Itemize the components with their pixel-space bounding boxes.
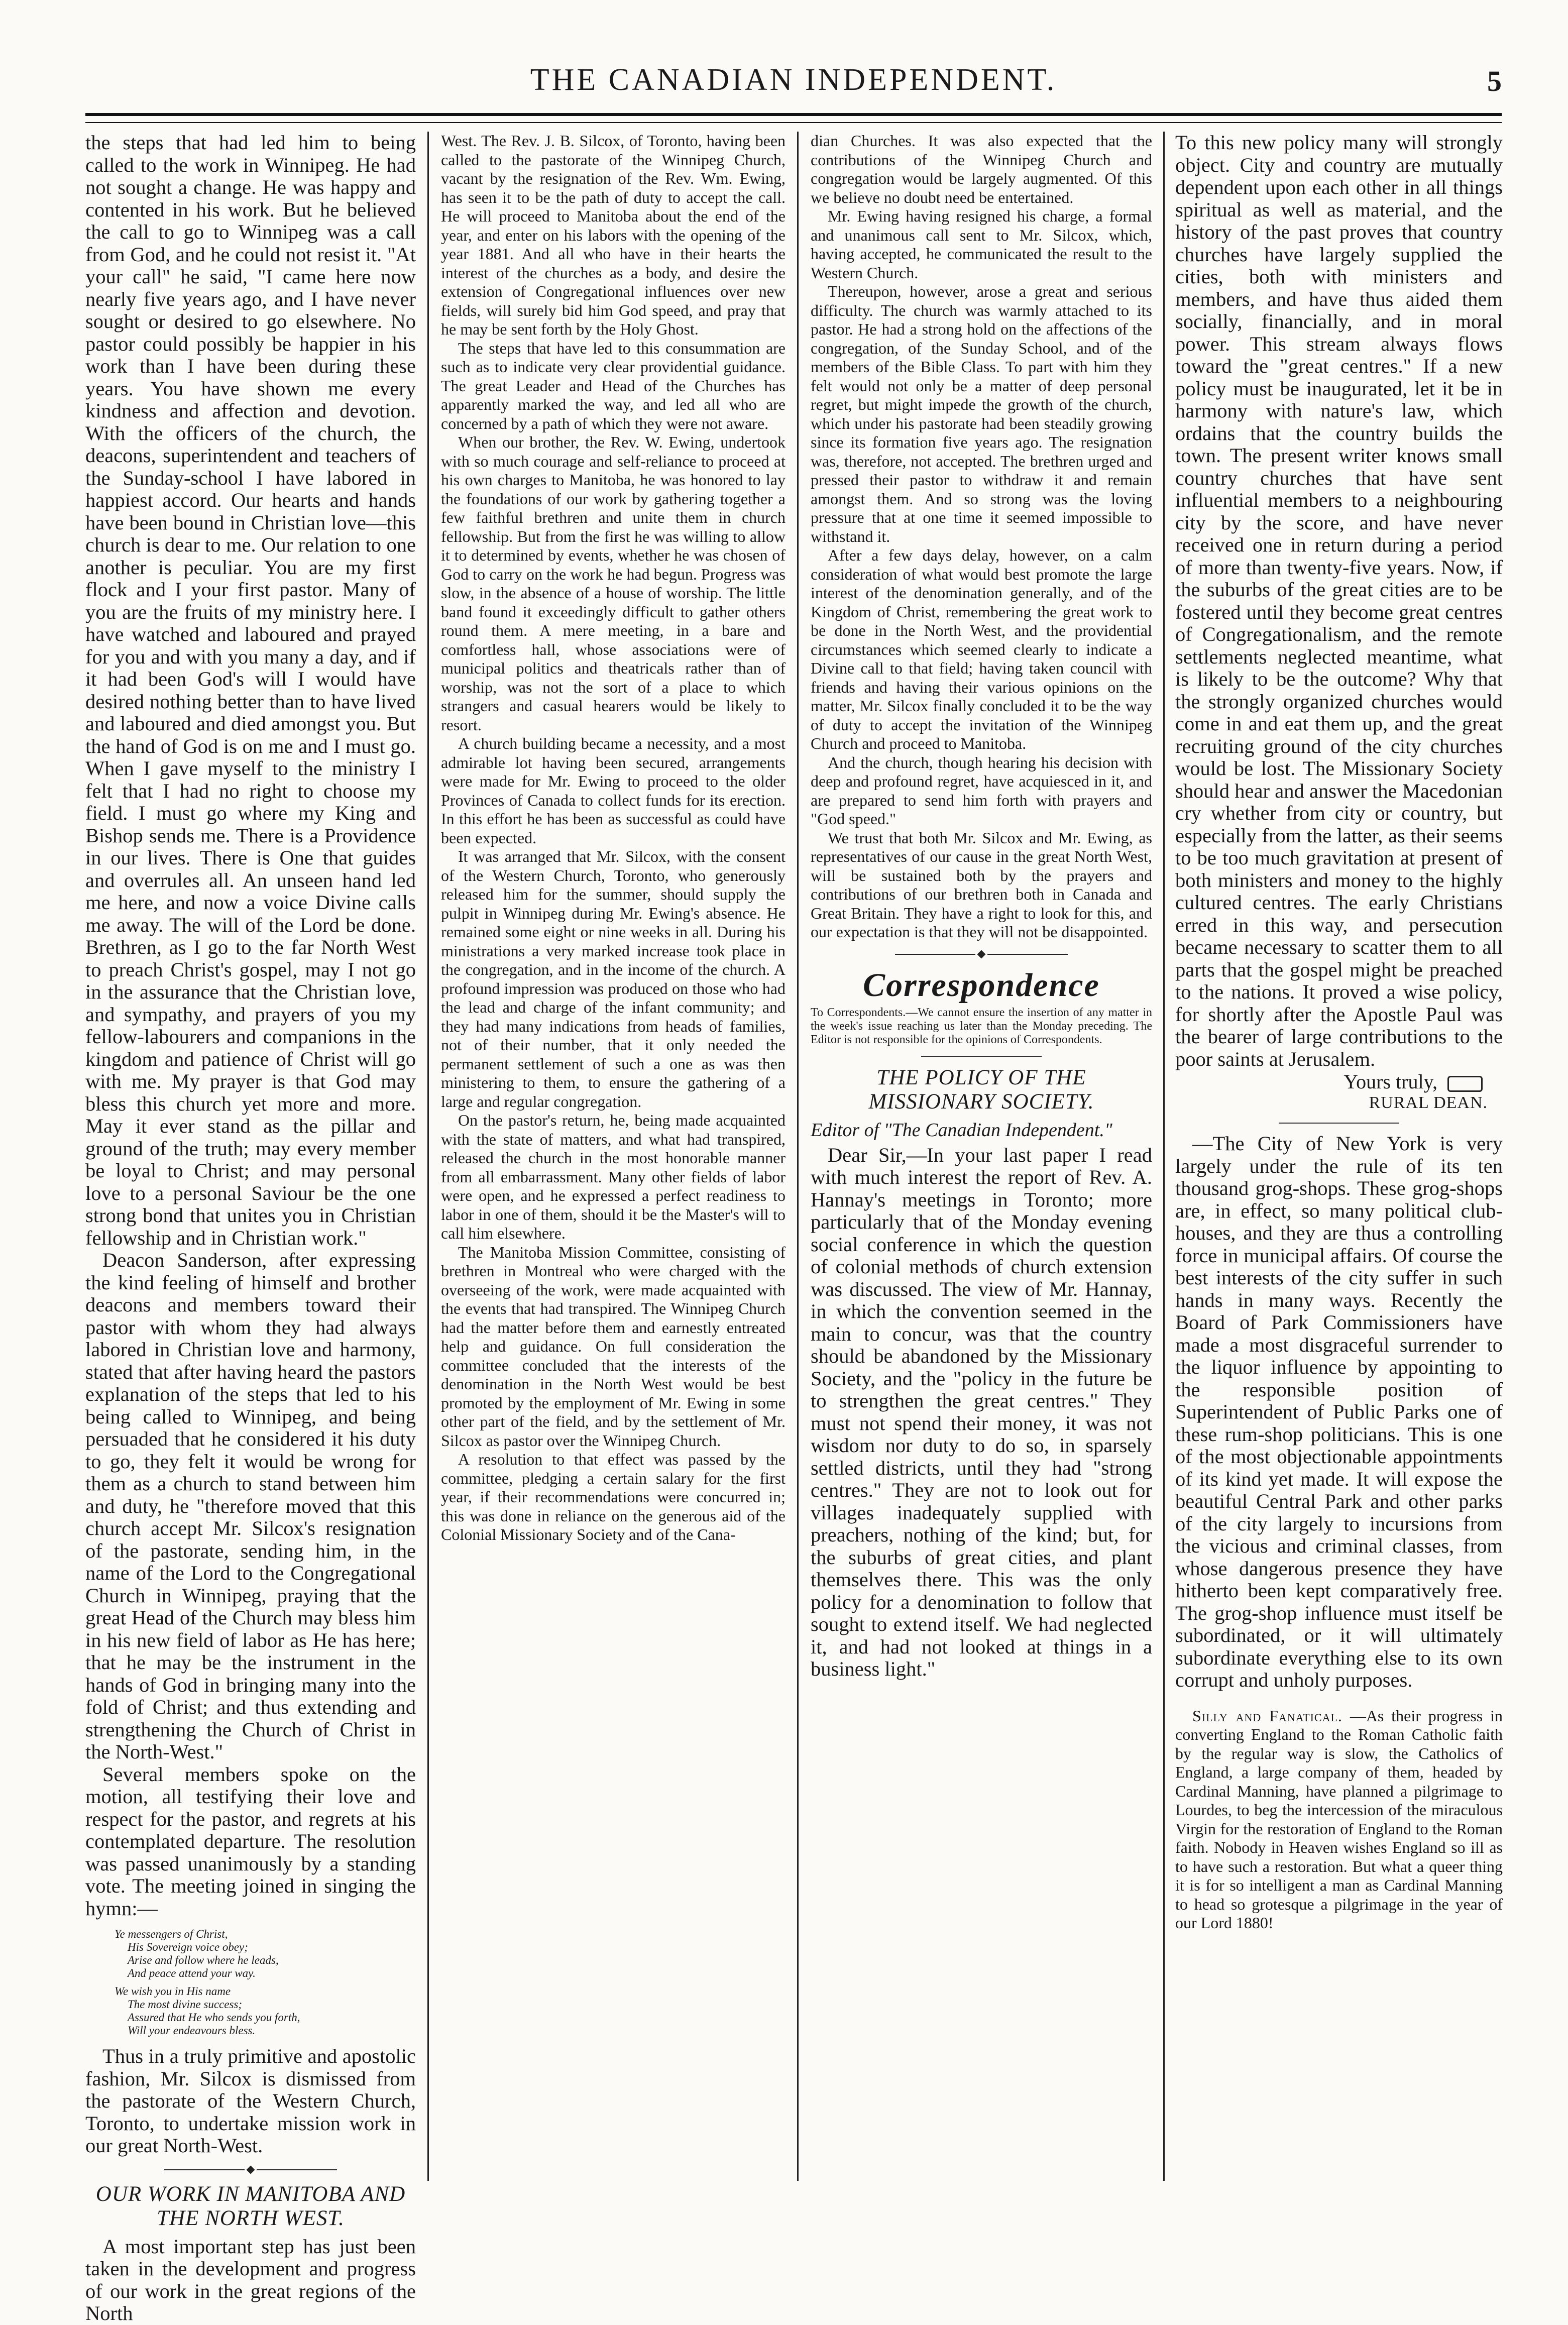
article-paragraph: dian Churches. It was also expected that the contributions of the Winnipeg Church and congregation would be largely augmented. Of this we believe no doubt need be entertained. [811, 132, 1152, 206]
column-rule [1163, 132, 1165, 2181]
section-divider [811, 950, 1152, 960]
signoff-text: Yours truly, [1343, 1070, 1437, 1093]
column-rule [797, 132, 799, 2181]
hymn-line: Assured that He who sends you forth, [128, 2011, 300, 2024]
page-number: 5 [1487, 65, 1502, 97]
page-header [85, 59, 1502, 99]
article-paragraph: We trust that both Mr. Silcox and Mr. Ewing, as representatives of our cause in the great North West, will be sustained both by the prayers and contributions of our brethren both in Canada and Great Britain. They have a right to look for this, and our expectation is that they will not be disappointed. [811, 828, 1152, 941]
running-title: THE CANADIAN INDEPENDENT. [530, 63, 1057, 97]
letter-paragraph: Dear Sir,—In your last paper I read with much interest the report of Rev. A. Hannay's meetings in Toronto; more particularly that of the Monday evening social conference in which the question of colonial methods of church extension was discussed. The view of Mr. Hannay, in which the convention seemed in the main to concur, was that the country should be abandoned by the Missionary Society, and the "policy in the future be to strengthen the great centres." They must not spend their money, it was not wisdom nor duty to do so, in sparsely settled districts, until they had "strong centres." They are not to look out for villages inadequately supplied with preachers, nothing of the kind; but, for the suburbs of great cities, and plant themselves there. This was the only policy for a denomination to follow that sought to extend itself. We had neglected it, and had not looked at things in a business light." [811, 1143, 1152, 1680]
section-divider [921, 1056, 1042, 1057]
article-paragraph: the steps that had led him to being called to the work in Winnipeg. He had not sought a change. He was happy and contented in his work. But he believed the call to go to Winnipeg was a call from God, and he could not resist it. "At your call" he said, "I came here now nearly five years ago, and I have never sought or desired to go elsewhere. No pastor could possibly be happier in his work than I have been during these years. You have shown me every kindness and affection and devotion. With the officers of the church, the deacons, superintendent and teachers of the Sunday-school I have labored in happiest accord. Our hearts and hands have been bound in Christian love—this church is dear to me. Our relation to one another is peculiar. You are my first flock and I your first pastor. Many of you are the fruits of my ministry here. I have watched and laboured and prayed for you and with you many a day, and if it had been God's will I would have desired nothing better than to have lived and laboured and died amongst you. But the hand of God is on me and I must go. When I gave myself to the ministry I felt that I had no right to choose my field. I must go where my King and Bishop sends me. There is a Providence in our lives. There is One that guides and overrules all. An unseen hand led me here, and now a voice Divine calls me away. The will of the Lord be done. Brethren, as I go to the far North West to preach Christ's gospel, may I not go in the assurance that the Christian love, and sympathy, and prayers of you my fellow-labourers and companions in the kingdom and patience of Christ will go with me. My prayer is that God may bless this church yet more and more. May it ever stand as the pillar and ground of the truth; may every member be loyal to Christ; and may personal love to a personal Saviour be the one strong bond that unites you in Christian fellowship and in Christian work." [85, 131, 416, 1249]
article-paragraph [1175, 1707, 1503, 1933]
letter-signoff [1175, 1070, 1483, 1093]
hymn-line: We wish you in His name [115, 1985, 231, 1998]
hymn-line: And peace attend your way. [128, 1967, 256, 1979]
letter-paragraph: To this new policy many will strongly object. City and country are mutually dependent upon each other in all things spiritual as well as material, and the history of the past proves that country churches have largely supplied the cities, both with ministers and members, and have thus aided them socially, financially, and in moral power. This stream always flows toward the "great centres." If a new policy must be inaugurated, let it be in harmony with nature's law, which ordains that the country builds the town. The present writer knows small country churches that have sent influential members to a neighbouring city by the score, and have never received one in return during a period of more than twenty-five years. Now, if the suburbs of the great cities are to be fostered until they become great centres of Congregationalism, and the remote settlements neglected meantime, what is likely to be the outcome? Why that the strongly organized churches would come in and eat them up, and the great recruiting ground of the city churches would be lost. The Missionary Society should hear and answer the Macedonian cry whether from city or country, but especially from the latter, as their seems to be too much gravitation at present of both ministers and money to the highly cultured centres. The early Christians erred in this way, and persecution became necessary to scatter them to all parts that the gospel might be preached to the nations. It proved a wise policy, for shortly after the Apostle Paul was the bearer of large contributions to the poor saints at Jerusalem. [1175, 131, 1503, 1070]
correspondents-notice: To Correspondents.—We cannot ensure the insertion of any matter in the week's issue reaching us later than the Monday preceding. The Editor is not responsible for the opinions of Correspondents. [811, 1006, 1152, 1046]
article-paragraph: West. The Rev. J. B. Silcox, of Toronto, having been called to the pastorate of the Winnipeg Church, vacant by the resignation of the Rev. Wm. Ewing, has seen it to be the path of duty to accept the call. He will proceed to Manitoba about the end of the year, and enter on his labors with the opening of the year 1881. And all who have in their hearts the interest of the churches as a body, and desire the extension of Congregational influences over new fields, will surely bid him God speed, and pray that he may be sent forth by the Holy Ghost. [441, 132, 786, 338]
hymn-line: Will your endeavours bless. [128, 2024, 256, 2037]
article-paragraph: It was arranged that Mr. Silcox, with the consent of the Western Church, Toronto, who generously released him for the summer, should supply the pulpit in Winnipeg during Mr. Ewing's absence. He remained some eight or nine weeks in all. During his ministrations a very marked increase took place in the congregation, and in the income of the church. A profound impression was produced on those who had the lead and charge of the infant community; and they had many indications from heads of families, not of their number, that it only needed the permanent settlement of such a one as was then ministering to them, to ensure the gathering of a large and regular congregation. [441, 847, 786, 1111]
column-1 [85, 131, 416, 2324]
article-paragraph: The steps that have led to this consummation are such as to indicate very clear providential guidance. The great Leader and Head of the Churches has apparently marked the way, and led all who are concerned by a path of which they were not aware. [441, 339, 786, 432]
stamp-mark-icon [1447, 1076, 1483, 1092]
paragraph-body: —As their progress in converting England to the Roman Catholic faith by the regular way is slow, the Catholics of England, a large company of them, headed by Cardinal Manning, have planned a pilgrimage to Lourdes, to beg the intercession of the miraculous Virgin for the restoration of England to the Roman faith. Nobody in Heaven wishes England so ill as to have such a restoration. But what a queer thing it is for so intelligent a man as Cardinal Manning to head so grotesque a pilgrimage in the year of our Lord 1880! [1175, 1706, 1503, 1932]
section-divider [1279, 1123, 1399, 1124]
article-paragraph: Several members spoke on the motion, all testifying their love and respect for the pastor, and regrets at his contemplated departure. The resolution was passed unanimously by a standing vote. The meeting joined in singing the hymn:— [85, 1762, 416, 1920]
header-rule [85, 113, 1502, 123]
article-paragraph: And the church, though hearing his decision with deep and profound regret, have acquiesced in it, and are prepared to send him forth with prayers and "God speed." [811, 753, 1152, 828]
article-paragraph: A most important step has just been taken in the development and progress of our work in the great regions of the North [85, 2235, 416, 2324]
hymn-line: The most divine success; [128, 1998, 243, 2011]
letter-signature: RURAL DEAN. [1369, 1093, 1488, 1112]
hymn-line: Ye messengers of Christ, [115, 1928, 228, 1940]
article-paragraph: —The City of New York is very largely under the rule of its ten thousand grog-shops. These grog-shops are, in effect, so many political club-houses, and they are thus a controlling force in municipal affairs. Of course the best interests of the city suffer in such hands in many ways. Recently the Board of Park Commissioners have made a most disgraceful surrender to the liquor influence by appointing to the responsible position of Superintendent of Public Parks one of these rum-shop politicians. This is one of the most objectionable appointments of its kind yet made. It will expose the beautiful Central Park and other parks of the city largely to incursions from the vicious and criminal classes, from whose dangerous presence they have hitherto been kept comparatively free. The grog-shop influence must itself be subordinated, or it will ultimately subordinate everything else to its own corrupt and unholy purposes. [1175, 1132, 1503, 1691]
column-2 [441, 132, 786, 2181]
article-paragraph: A resolution to that effect was passed by the committee, pledging a certain salary for the first year, if their recommendations were concurred in; this was done in reliance on the generous aid of the Colonial Missionary Society and of the Cana- [441, 1450, 786, 1543]
article-paragraph: After a few days delay, however, on a calm consideration of what would best promote the large interest of the denomination generally, and of the Kingdom of Christ, remembering the great work to be done in the North West, and the providential circumstances which seemed clearly to indicate a Divine call to that field; having taken council with friends and having their various opinions on the matter, Mr. Silcox finally concluded it to be the way of duty to accept the invitation of the Winnipeg Church and proceed to Manitoba. [811, 546, 1152, 752]
hymn-line: Arise and follow where he leads, [128, 1954, 279, 1966]
article-paragraph: Thereupon, however, arose a great and serious difficulty. The church was warmly attached to its pastor. He had a strong hold on the affections of the congregation, of the Sunday School, and of the members of the Bible Class. To part with him they felt would not only be a matter of deep personal regret, but might impede the growth of the church, which under his pastorate had been steadily growing since its formation five years ago. The resignation was, therefore, not accepted. The brethren urged and pressed their pastor to withdraw it and remain amongst them. And so strong was the loving pressure that at one time it seemed impossible to withstand it. [811, 282, 1152, 545]
section-heading: OUR WORK IN MANITOBA AND THE NORTH WEST. [95, 2182, 406, 2230]
article-paragraph: When our brother, the Rev. W. Ewing, undertook with so much courage and self-reliance to proceed at his own charges to Manitoba, he was honored to lay the foundations of our work by gathering together a few faithful brethren and unite them in church fellowship. But from the first he was willing to allow it to determined by events, whether he was chosen of God to carry on the work he had begun. Progress was slow, in the absence of a house of worship. The little band found it exceedingly difficult to gather others round them. A mere meeting, in a bare and comfortless hall, whose associations were of municipal politics and theatricals rather than of worship, was not the sort of a place to which strangers and casual hearers would be likely to resort. [441, 433, 786, 734]
column-rule [427, 132, 429, 2181]
article-paragraph: The Manitoba Mission Committee, consisting of brethren in Montreal who were charged with the overseeing of the work, were made acquainted with the events that had transpired. The Winnipeg Church had the matter before them and earnestly entreated help and guidance. On full consideration the committee concluded that the interests of the denomination in the North West would be best promoted by the employment of Mr. Ewing in some other part of the field, and by the settlement of Mr. Silcox as pastor over the Winnipeg Church. [441, 1243, 786, 1450]
article-paragraph: A church building became a necessity, and a most admirable lot having been secured, arrangements were made for Mr. Ewing to proceed to the older Provinces of Canada to collect funds for its erection. In this effort he has been as successful as could have been expected. [441, 734, 786, 847]
column-4 [1175, 132, 1503, 2181]
hymn-line: His Sovereign voice obey; [128, 1941, 248, 1953]
paragraph-lead: Silly and Fanatical. [1192, 1706, 1342, 1725]
article-paragraph: Mr. Ewing having resigned his charge, a formal and unanimous call sent to Mr. Silcox, which, having accepted, he communicated the result to the Western Church. [811, 207, 1152, 282]
hymn-verse [115, 1928, 416, 2037]
article-paragraph: Thus in a truly primitive and apostolic fashion, Mr. Silcox is dismissed from the pastorate of the Western Church, Toronto, to undertake mission work in our great North-West. [85, 2045, 416, 2157]
section-divider [85, 2165, 416, 2175]
letter-addressee: Editor of "The Canadian Independent." [811, 1119, 1112, 1141]
correspondence-heading: Correspondence [863, 966, 1100, 1004]
article-paragraph: Deacon Sanderson, after expressing the kind feeling of himself and brother deacons and members toward their pastor with whom they had always labored in Christian love and harmony, stated that after having heard the pastors explanation of the steps that led to his being called to Winnipeg, and being persuaded that he considered it his duty to go, they felt it would be wrong for them as a church to stand between him and duty, he "therefore moved that this church accept Mr. Silcox's resignation of the pastorate, sending him, in the name of the Lord to the Congregational Church in Winnipeg, praying that the great Head of the Church may bless him in his new field of labor as He has here; that he may be the instrument in the hands of God in bringing many into the fold of Christ; and thus extending and strengthening the Church of Christ in the North-West." [85, 1249, 416, 1763]
article-paragraph: On the pastor's return, he, being made acquainted with the state of matters, and what had transpired, released the church in the most honorable manner from all embarrassment. Many other fields of labor were open, and he expressed a perfect readiness to labor in one of them, should it be the Master's will to call him elsewhere. [441, 1111, 786, 1242]
letter-heading: THE POLICY OF THE MISSIONARY SOCIETY. [868, 1065, 1094, 1114]
column-3 [811, 132, 1152, 2181]
